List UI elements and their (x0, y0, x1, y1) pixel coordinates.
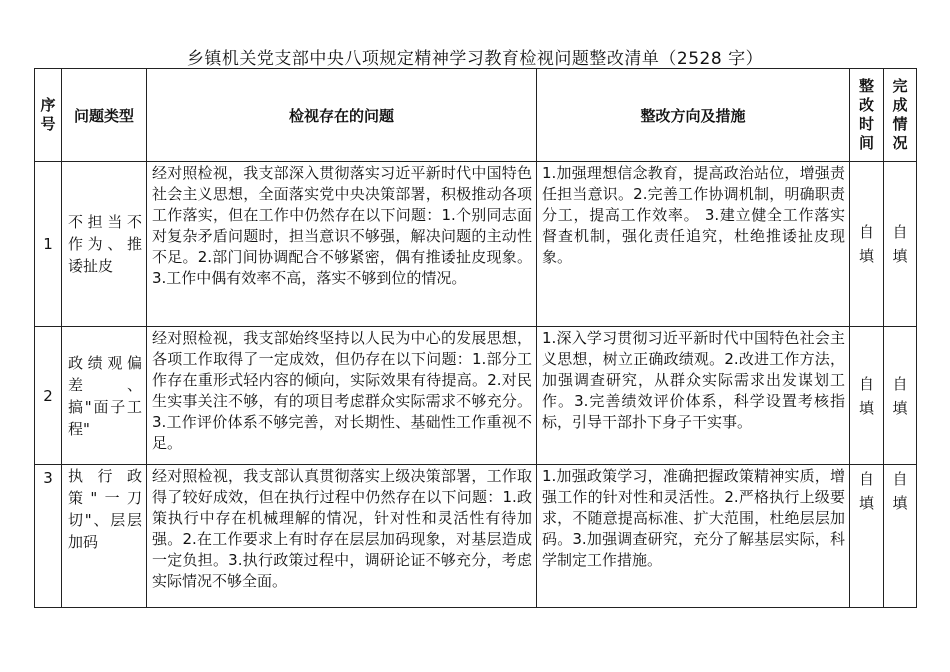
header-measures: 整改方向及措施 (537, 69, 850, 162)
row-seq: 3 (35, 465, 62, 608)
row-deadline: 自填 (850, 327, 884, 465)
row-measures: 1.加强政策学习，准确把握政策精神实质，增强工作的针对性和灵活性。2.严格执行上级要求，不随意提高标准、扩大范围，杜绝层层加码。3.加强调查研究，充分了解基层实际，科学制定工作措施。 (537, 465, 850, 608)
header-seq: 序号 (35, 69, 62, 162)
header-status: 完成情况 (884, 69, 917, 162)
row-deadline: 自填 (850, 162, 884, 327)
table-row (35, 465, 917, 608)
row-problem: 经对照检视，我支部认真贯彻落实上级决策部署，工作取得了较好成效，但在执行过程中仍然存在以下问题：1.政策执行中存在机械理解的情况，针对性和灵活性有待加强。2.在工作要求上有时存在层层加码现象，对基层造成一定负担。3.执行政策过程中，调研论证不够充分，考虑实际情况不够全面。 (147, 465, 537, 608)
header-problem: 检视存在的问题 (147, 69, 537, 162)
row-status: 自填 (884, 465, 917, 608)
document-title: 乡镇机关党支部中央八项规定精神学习教育检视问题整改清单（2528 字） (186, 49, 764, 69)
row-seq: 2 (35, 327, 62, 465)
table-row (35, 162, 917, 327)
row-status: 自填 (884, 327, 917, 465)
rectification-table (34, 68, 917, 608)
header-deadline: 整改时间 (850, 69, 884, 162)
row-type: 不担当不作为、推诿扯皮 (62, 162, 147, 327)
row-measures: 1.深入学习贯彻习近平新时代中国特色社会主义思想，树立正确政绩观。2.改进工作方法，加强调查研究，从群众实际需求出发谋划工作。3.完善绩效评价体系，科学设置考核指标，引导干部扑下身子干实事。 (537, 327, 850, 465)
row-problem: 经对照检视，我支部深入贯彻落实习近平新时代中国特色社会主义思想，全面落实党中央决策部署，积极推动各项工作落实，但在工作中仍然存在以下问题：1.个别同志面对复杂矛盾问题时，担当意识不够强，解决问题的主动性不足。2.部门间协调配合不够紧密，偶有推诿扯皮现象。3.工作中偶有效率不高，落实不够到位的情况。 (147, 162, 537, 327)
row-measures: 1.加强理想信念教育，提高政治站位，增强责任担当意识。2.完善工作协调机制，明确职责分工，提高工作效率。 3.建立健全工作落实督查机制，强化责任追究，杜绝推诿扯皮现象。 (537, 162, 850, 327)
row-status: 自填 (884, 162, 917, 327)
row-type: 政绩观偏差 、搞"面子工程" (62, 327, 147, 465)
row-type: 执行政策"一刀切"、层层加码 (62, 465, 147, 608)
row-deadline: 自填 (850, 465, 884, 608)
table-row (35, 327, 917, 465)
header-type: 问题类型 (62, 69, 147, 162)
table-header-row (35, 69, 917, 162)
row-seq: 1 (35, 162, 62, 327)
row-problem: 经对照检视，我支部始终坚持以人民为中心的发展思想，各项工作取得了一定成效，但仍存在以下问题：1.部分工作存在重形式轻内容的倾向，实际效果有待提高。2.对民生实事关注不够，有的项目考虑群众实际需求不够充分。3.工作评价体系不够完善，对长期性、基础性工作重视不足。 (147, 327, 537, 465)
